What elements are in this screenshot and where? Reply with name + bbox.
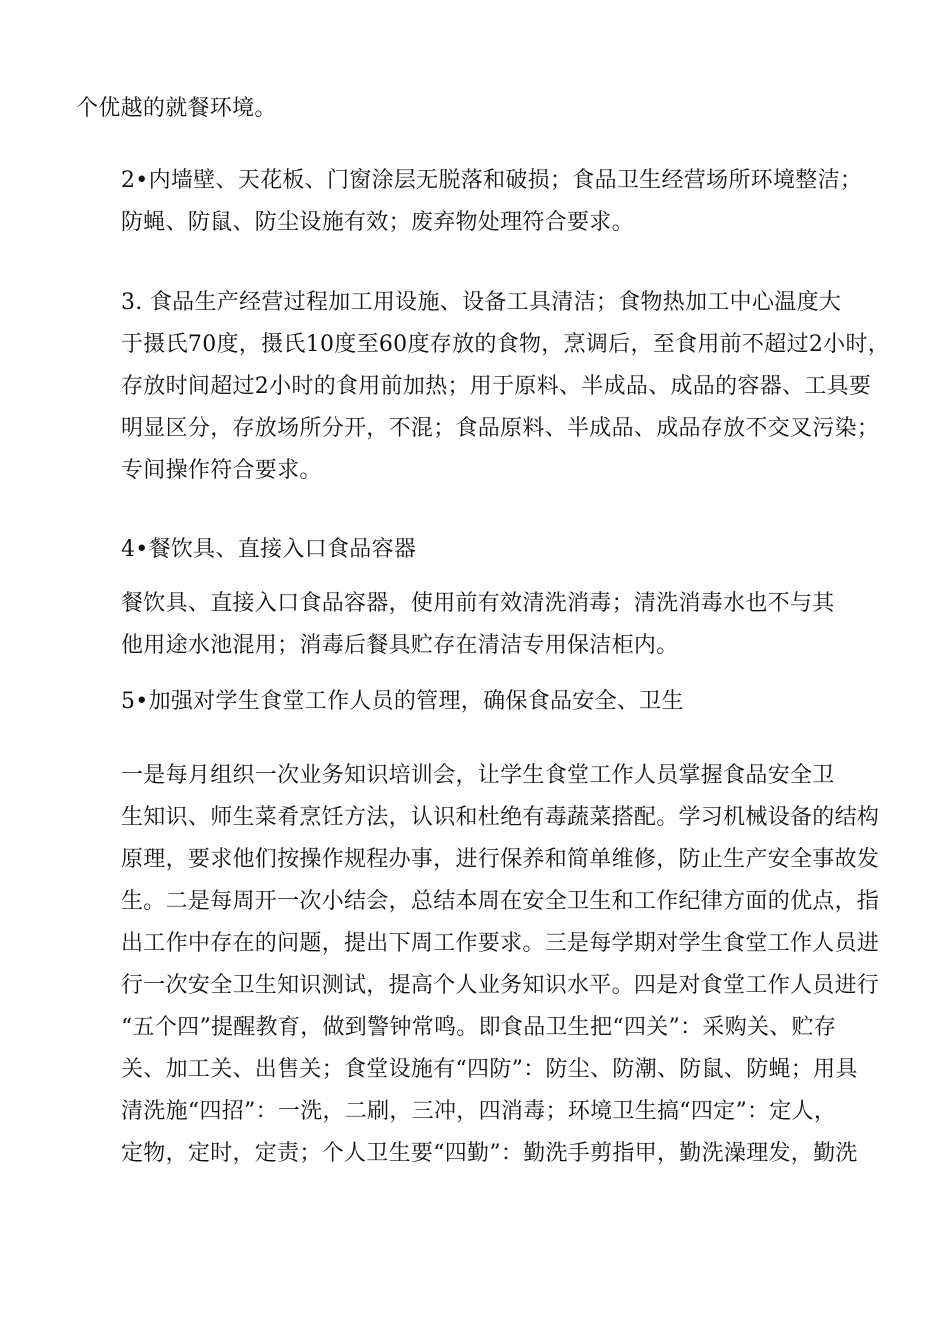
paragraph-item-3 — [76, 282, 891, 492]
text-line: 存放时间超过2小时的食用前加热；用于原料、半成品、成品的容器、工具要 — [121, 374, 872, 399]
paragraph-item-4-heading — [76, 529, 888, 571]
paragraph-item-5-heading — [76, 681, 888, 723]
text-line: 生。二是每周开一次小结会，总结本周在安全卫生和工作纪律方面的优点，指 — [121, 889, 880, 914]
text-line: 一是每月组织一次业务知识培训会，让学生食堂工作人员掌握食品安全卫 — [121, 763, 835, 788]
text-line: 防蝇、防鼠、防尘设施有效；废弃物处理符合要求。 — [121, 210, 634, 235]
text-line: 个优越的就餐环境。 — [76, 96, 277, 121]
text-line: 定物，定时，定责；个人卫生要“四勤”：勤洗手剪指甲，勤洗澡理发，勤洗 — [121, 1141, 858, 1166]
text-line: 5•加强对学生食堂工作人员的管理，确保食品安全、卫生 — [121, 689, 684, 714]
text-line: 2•内墙壁、天花板、门窗涂层无脱落和破损；食品卫生经营场所环境整洁； — [121, 168, 863, 193]
text-line: 4•餐饮具、直接入口食品容器 — [121, 537, 417, 562]
text-line: 生知识、师生菜肴烹饪方法，认识和杜绝有毒蔬菜搭配。学习机械设备的结构 — [121, 805, 880, 830]
text-line: 明显区分，存放场所分开，不混；食品原料、半成品、成品存放不交叉污染； — [121, 416, 880, 441]
text-line: “五个四”提醒教育，做到警钟常鸣。即食品卫生把“四关”：采购关、贮存 — [121, 1015, 837, 1040]
paragraph-item-4-body — [76, 583, 888, 667]
text-line: 专间操作符合要求。 — [121, 458, 322, 483]
text-line: 原理，要求他们按操作规程办事，进行保养和简单维修，防止生产安全事故发 — [121, 847, 880, 872]
text-line: 清洗施“四招”：一洗，二刷，三冲，四消毒；环境卫生搞“四定”：定人， — [121, 1099, 837, 1124]
paragraph-item-5-body — [76, 755, 888, 1175]
text-line: 餐饮具、直接入口食品容器，使用前有效清洗消毒；清洗消毒水也不与其 — [121, 591, 835, 616]
text-line: 行一次安全卫生知识测试，提高个人业务知识水平。四是对食堂工作人员进行 — [121, 973, 880, 998]
text-line: 3. 食品生产经营过程加工用设施、设备工具清洁；食物热加工中心温度大 — [121, 290, 842, 315]
text-line: 关、加工关、出售关；食堂设施有“四防”：防尘、防潮、防鼠、防蝇；用具 — [121, 1057, 858, 1082]
text-line: 于摄氏70度，摄氏10度至60度存放的食物，烹调后，至食用前不超过2小时， — [121, 332, 891, 357]
paragraph-item-2 — [76, 160, 888, 244]
paragraph-intro-tail — [76, 88, 888, 130]
text-line: 他用途水池混用；消毒后餐具贮存在清洁专用保洁柜内。 — [121, 633, 679, 658]
text-line: 出工作中存在的问题，提出下周工作要求。三是每学期对学生食堂工作人员进 — [121, 931, 880, 956]
